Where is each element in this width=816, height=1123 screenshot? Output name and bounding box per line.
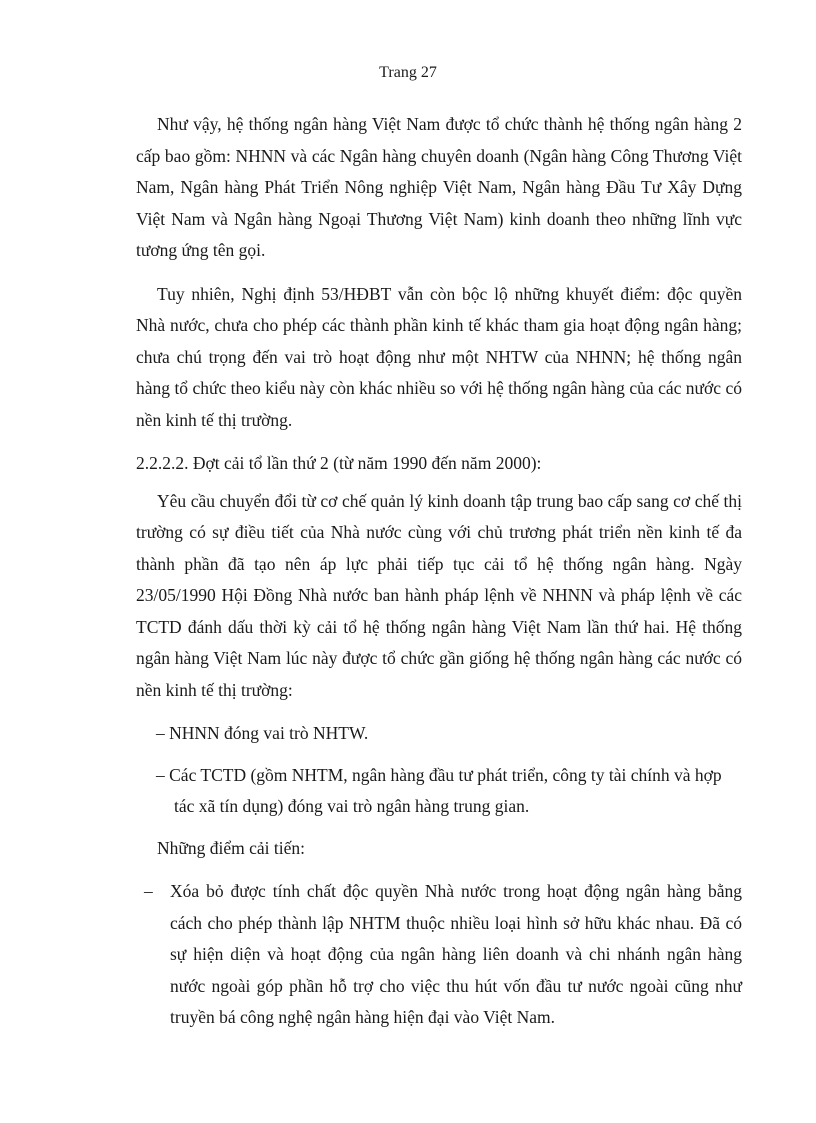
paragraph-decree-shortcomings: Tuy nhiên, Nghị định 53/HĐBT vẫn còn bộc lộ những khuyết điểm: độc quyền Nhà nước, chưa cho phép các thành phần kinh tế khác tham gia hoạt động ngân hàng; chưa chú trọng đến vai trò hoạt động như một NHTW của NHNN; hệ thống ngân hàng tổ chức theo kiểu này còn khác nhiều so với hệ thống ngân hàng của các nước có nền kinh tế thị trường. — [136, 283, 742, 430]
page-body — [136, 109, 742, 1034]
improvement-list-item — [136, 876, 742, 1034]
list-item: – Các TCTD (gồm NHTM, ngân hàng đầu tư phát triển, công ty tài chính và hợp tác xã tín dụng) đóng vai trò ngân hàng trung gian. — [156, 764, 722, 816]
section-heading: 2.2.2.2. Đợt cải tổ lần thứ 2 (từ năm 1990 đến năm 2000): — [136, 453, 542, 473]
dash-bullet: – — [144, 881, 153, 901]
list-item: – NHNN đóng vai trò NHTW. — [156, 723, 369, 743]
improvement-text: Xóa bỏ được tính chất độc quyền Nhà nước trong hoạt động ngân hàng bằng cách cho phép thành lập NHTM thuộc nhiều loại hình sở hữu khác nhau. Đã có sự hiện diện và hoạt động của ngân hàng liên doanh và chi nhánh ngân hàng nước ngoài góp phần hỗ trợ cho việc thu hút vốn đầu tư nước ngoài cũng như truyền bá công nghệ ngân hàng hiện đại vào Việt Nam. — [170, 881, 742, 1027]
improvements-heading: Những điểm cải tiến: — [157, 837, 305, 858]
paragraph-two-tier-system: Như vậy, hệ thống ngân hàng Việt Nam được tổ chức thành hệ thống ngân hàng 2 cấp bao gồm: NHNN và các Ngân hàng chuyên doanh (Ngân hàng Công Thương Việt Nam, Ngân hàng Phát Triển Nông nghiệp Việt Nam, Ngân hàng Đầu Tư Xây Dựng Việt Nam và Ngân hàng Ngoại Thương Việt Nam) kinh doanh theo những lĩnh vực tương ứng tên gọi. — [136, 114, 742, 260]
paragraph-second-reform: Yêu cầu chuyển đổi từ cơ chế quản lý kinh doanh tập trung bao cấp sang cơ chế thị trường có sự điều tiết của Nhà nước cùng với chủ trương phát triển nền kinh tế đa thành phần đã tạo nên áp lực phải tiếp tục cải tổ hệ thống ngân hàng. Ngày 23/05/1990 Hội Đồng Nhà nước ban hành pháp lệnh về NHNN và pháp lệnh về các TCTD đánh dấu thời kỳ cải tổ hệ thống ngân hàng Việt Nam lần thứ hai. Hệ thống ngân hàng Việt Nam lúc này được tổ chức gần giống hệ thống ngân hàng các nước có nền kinh tế thị trường: — [136, 490, 742, 700]
page-number: Trang 27 — [379, 64, 437, 81]
